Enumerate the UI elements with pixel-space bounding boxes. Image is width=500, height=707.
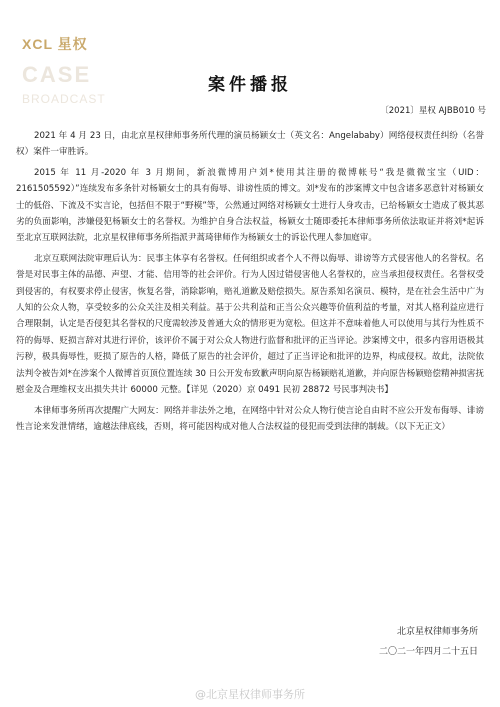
document-body xyxy=(16,128,484,439)
page-title: 案件播报 xyxy=(208,75,292,95)
paragraph-facts: 2015 年 11 月-2020 年 3 月期间，新浪微博用户刘*使用其注册的微博帐号“我是微微宝宝（UID：2161505592）”连续发布多条针对杨颖女士的具有侮辱、诽谤性质的博文。刘*发布的涉案博文中包含诸多恶意针对杨颖女士的低俗、下流及不实言论，包括但不限于“野模”等，公然通过网络对杨颖女士进行人身攻击，已给杨颖女士造成了极其恶劣的负面影响，涉嫌侵犯杨颖女士的名誉权。为维护自身合法权益，杨颖女士随即委托本律师事务所依法取证并将刘*起诉至北京互联网法院，北京星权律师事务所指派尹蒿琦律师作为杨颖女士的诉讼代理人参加庭审。 xyxy=(16,167,484,244)
weibo-watermark: @北京星权律师事务所 xyxy=(195,688,305,701)
signature-firm: 北京星权律师事务所 xyxy=(396,627,478,637)
document-number: 〔2021〕星权 AJBB010 号 xyxy=(380,106,486,116)
paragraph-judgment: 北京互联网法院审理后认为：民事主体享有名誉权。任何组织或者个人不得以侮辱、诽谤等方式侵害他人的名誉权。名誉是对民事主体的品德、声望、才能、信用等的社会评价。行为人因过错侵害他人名誉权的，应当承担侵权责任。名誉权受到侵害的，有权要求停止侵害，恢复名誉，消除影响，赔礼道歉及赔偿损失。原告系知名演员、模特，是在社会生活中广为人知的公众人物，享受较多的公众关注及相关利益。基于公共利益和正当公众兴趣等价值利益的考量，对其人格利益应进行合理限制，认定是否侵犯其名誉权的尺度需较涉及普通大众的情形更为宽松。但这并不意味着他人可以使用与其行为性质不符的侮辱、贬损言辞对其进行评价，该评价不属于对公众人物进行监督和批评的正当评论。涉案博文中，很多内容用语极其污秽，极具侮辱性，贬损了原告的人格，降低了原告的社会评价，超过了正当评论和批评的边界，构成侵权。故此，法院依法判令被告刘*在涉案个人微博首页顶位置连续 30 日公开发布致歉声明向原告杨颖赔礼道歉，并向原告杨颖赔偿精神损害抚慰金及合理维权支出损失共计 60000 元整。【详见（2020）京 0491 民初 28872 号民事判决书】 xyxy=(16,253,484,396)
paragraph-intro: 2021 年 4 月 23 日，由北京星权律师事务所代理的演员杨颖女士（英文名：Angelababy）网络侵权责任纠纷（名誉权）案件一审胜诉。 xyxy=(16,131,484,158)
signature-block xyxy=(379,622,478,662)
case-decor-text: CASE xyxy=(22,62,92,87)
signature-date: 二〇二一年四月二十五日 xyxy=(378,647,478,657)
broadcast-decor-text: BROADCAST xyxy=(22,92,106,106)
firm-logo: XCL 星权 xyxy=(22,36,88,52)
paragraph-reminder: 本律师事务所再次提醒广大网友：网络并非法外之地，在网络中针对公众人物行使言论自由时不应公开发布侮辱、诽谤性言论来发泄情绪，逾越法律底线，否则，将可能因构成对他人合法权益的侵犯而受到法律的制裁。（以下无正文） xyxy=(16,405,484,432)
